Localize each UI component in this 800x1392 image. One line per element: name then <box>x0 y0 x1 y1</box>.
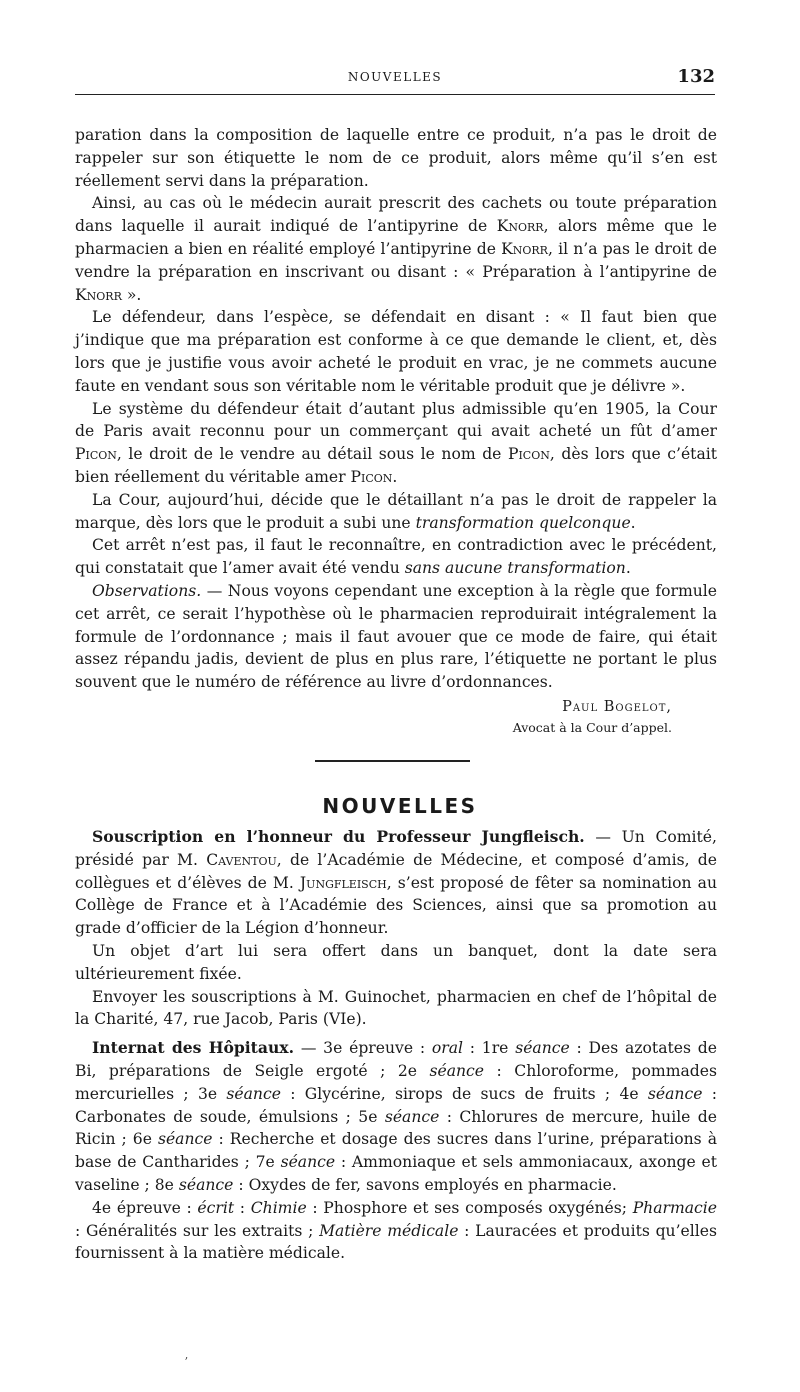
signature-name: Paul Bogelot, <box>562 698 672 715</box>
name-knorr: Knorr <box>501 239 548 258</box>
section-divider <box>315 760 470 762</box>
name-knorr: Knorr <box>75 285 122 304</box>
article-paragraph: Le défendeur, dans l’espèce, se défendait en disant : « Il faut bien que j’indique que ma préparation est conforme à ce que demande le client, et, dès lors que je justifie vous avoir acheté le produit en vrac, je ne commets aucune faute en vendant sous son véritable nom le véritable produit que je délivre ». <box>75 308 717 395</box>
observations-paragraph: Observations. — Nous voyons cependant une exception à la règle que formule cet arrêt, ce serait l’hypothèse où le pharmacien reproduirait intégralement la formule de l’ordonnance ; mais il faut avouer que ce mode de faire, qui était assez répandu jadis, devient de plus en plus rare, l’étiquette ne portant le plus souvent que le numéro de référence au livre d’ordonnances. <box>75 581 717 692</box>
article-paragraph: Le système du défendeur était d’autant plus admissible qu’en 1905, la Cour de Paris avait reconnu pour un commerçant qui avait acheté un fût d’amer Picon, le droit de le vendre au détail sous le nom de Picon, dès lors que c’était bien réellement du véritable amer Picon. <box>75 399 717 486</box>
article-paragraph: La Cour, aujourd’hui, décide que le détaillant n’a pas le droit de rappeler la marque, dès lors que le produit a subi une transformation quelconque. <box>75 490 717 532</box>
name-picon: Picon <box>75 445 117 464</box>
news-paragraph: Un objet d’art lui sera offert dans un banquet, dont la date sera ultérieurement fixée. <box>75 941 717 983</box>
running-title: NOUVELLES <box>347 70 443 84</box>
news-paragraph: Envoyer les souscriptions à M. Guinochet, pharmacien en chef de l’hôpital de la Charité, 47, rue Jacob, Paris (VIe). <box>75 987 717 1029</box>
article-body <box>75 124 717 737</box>
news-item: Internat des Hôpitaux. — 3e épreuve : oral : 1re séance : Des azotates de Bi, préparations de Seigle ergoté ; 2e séance : Chloroforme, pommades mercurielles ; 3e séance : Glycérine, sirops de sucs de fruits ; 4e séance : Carbonates de soude, émulsions ; 5e séance : Chlorures de mercure, huile de Ricin ; 6e séance : Recherche et dosage des sucres dans l’urine, préparations à base de Cantharides ; 7e séance : Ammoniaque et sels ammoniacaux, axonge et vaseline ; 8e séance : Oxydes de fer, savons employés en pharmacie. <box>75 1038 717 1194</box>
news-heading: Souscription en l’honneur du Professeur Jungfleisch. <box>92 827 585 846</box>
news-paragraph: 4e épreuve : écrit : Chimie : Phosphore et ses composés oxygénés; Pharmacie : Généralités sur les extraits ; Matière médicale : Lauracées et produits qu’elles fournissent à la matière médicale. <box>75 1198 718 1263</box>
signature-role: Avocat à la Cour d’appel. <box>512 719 672 735</box>
name-picon: Picon <box>350 467 393 486</box>
page-number: 132 <box>677 66 715 87</box>
article-paragraph: paration dans la composition de laquelle entre ce produit, n’a pas le droit de rappeler sur son étiquette le nom de ce produit, alors même qu’il s’en est réellement servi dans la préparation. <box>75 126 717 190</box>
name-picon: Picon <box>507 445 550 464</box>
news-body <box>75 826 717 1265</box>
news-item: Souscription en l’honneur du Professeur Jungfleisch. — Un Comité, présidé par M. Caventou, de l’Académie de Médecine, et composé d’amis, de collègues et d’élèves de M. Jungfleisch, s’est proposé de fêter sa nomination au Collège de France et à l’Académie des Sciences, ainsi que sa promotion au grade d’officier de la Légion d’honneur. <box>75 827 717 938</box>
article-paragraph: Cet arrêt n’est pas, il faut le reconnaître, en contradiction avec le précédent, qui constatait que l’amer avait été vendu sans aucune transformation. <box>75 536 717 578</box>
article-paragraph: Ainsi, au cas où le médecin aurait prescrit des cachets ou toute préparation dans laquelle il aurait indiqué de l’antipyrine de Knorr, alors même que le pharmacien a bien en réalité employé l’antipyrine de Knorr, il n’a pas le droit de vendre la préparation en inscrivant ou disant : « Préparation à l’antipyrine de Knorr ». <box>75 194 717 304</box>
name-knorr: Knorr <box>496 217 544 236</box>
section-title: NOUVELLES <box>322 794 478 818</box>
observations-label: Observations. <box>92 581 202 600</box>
page-header <box>75 66 715 95</box>
signature <box>75 696 717 737</box>
print-mark: ʼ <box>184 1355 188 1369</box>
news-heading: Internat des Hôpitaux. <box>92 1038 295 1058</box>
